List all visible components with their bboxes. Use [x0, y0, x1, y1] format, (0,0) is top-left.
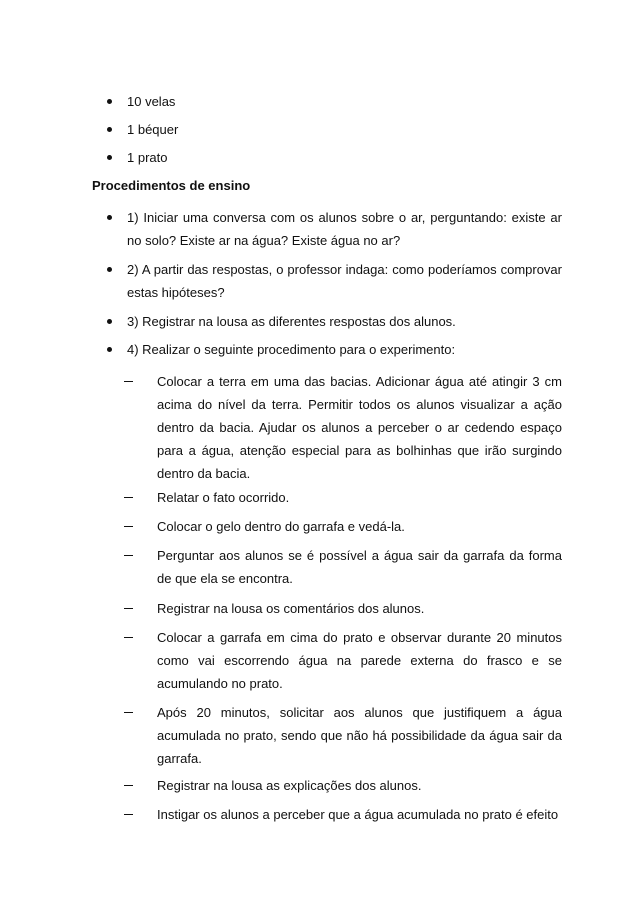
- dash-icon: [124, 555, 133, 556]
- dash-icon: [124, 608, 133, 609]
- dash-icon: [124, 637, 133, 638]
- materials-item-text: 1 béquer: [127, 122, 179, 137]
- step-item-text: Registrar na lousa os comentários dos alunos.: [157, 601, 425, 616]
- step-item-text: Colocar o gelo dentro do garrafa e vedá-la.: [157, 519, 405, 534]
- procedure-item-text: 2) A partir das respostas, o professor indaga: como poderíamos comprovar estas hipóteses?: [127, 262, 562, 300]
- bullet-icon: [107, 215, 112, 220]
- materials-item: [0, 90, 562, 113]
- procedure-item: [0, 206, 562, 252]
- step-item: [0, 597, 562, 620]
- materials-item: [0, 146, 562, 169]
- procedure-item-text: 3) Registrar na lousa as diferentes respostas dos alunos.: [127, 314, 456, 329]
- step-item: [0, 701, 562, 770]
- step-item: [0, 626, 562, 695]
- dash-icon: [124, 497, 133, 498]
- procedure-item-text: 1) Iniciar uma conversa com os alunos sobre o ar, perguntando: existe ar no solo? Existe ar na água? Existe água no ar?: [127, 210, 562, 248]
- step-item: [0, 803, 562, 826]
- section-heading: Procedimentos de ensino: [92, 178, 251, 193]
- procedure-item: [0, 338, 562, 361]
- dash-icon: [124, 814, 133, 815]
- materials-item-text: 10 velas: [127, 94, 176, 109]
- procedure-item: [0, 310, 562, 333]
- dash-icon: [124, 381, 133, 382]
- step-item-text: Após 20 minutos, solicitar aos alunos que justifiquem a água acumulada no prato, sendo que não há possibilidade da água sair da garrafa.: [157, 705, 562, 766]
- procedure-item-text: 4) Realizar o seguinte procedimento para o experimento:: [127, 342, 456, 357]
- dash-icon: [124, 785, 133, 786]
- step-item-text: Relatar o fato ocorrido.: [157, 490, 290, 505]
- materials-item-text: 1 prato: [127, 150, 168, 165]
- bullet-icon: [107, 99, 112, 104]
- dash-icon: [124, 526, 133, 527]
- step-item: [0, 515, 562, 538]
- step-item-text: Registrar na lousa as explicações dos alunos.: [157, 778, 422, 793]
- step-item-text: Instigar os alunos a perceber que a água acumulada no prato é efeito: [157, 807, 559, 822]
- bullet-icon: [107, 155, 112, 160]
- bullet-icon: [107, 127, 112, 132]
- step-item-text: Colocar a garrafa em cima do prato e observar durante 20 minutos como vai escorrendo água na parede externa do frasco e se acumulando no prato.: [157, 630, 562, 691]
- bullet-icon: [107, 267, 112, 272]
- step-item-text: Perguntar aos alunos se é possível a água sair da garrafa da forma de que ela se encontra.: [157, 548, 562, 586]
- step-item-text: Colocar a terra em uma das bacias. Adicionar água até atingir 3 cm acima do nível da terra. Permitir todos os alunos visualizar a ação dentro da bacia. Ajudar os alunos a perceber o ar cedendo espaço para a água, atenção especial para as bolhinhas que irão surgindo dentro da bacia.: [157, 374, 562, 481]
- step-item: [0, 486, 562, 509]
- step-item: [0, 774, 562, 797]
- step-item: [0, 370, 562, 485]
- step-item: [0, 544, 562, 590]
- dash-icon: [124, 712, 133, 713]
- bullet-icon: [107, 319, 112, 324]
- materials-item: [0, 118, 562, 141]
- procedure-item: [0, 258, 562, 304]
- bullet-icon: [107, 347, 112, 352]
